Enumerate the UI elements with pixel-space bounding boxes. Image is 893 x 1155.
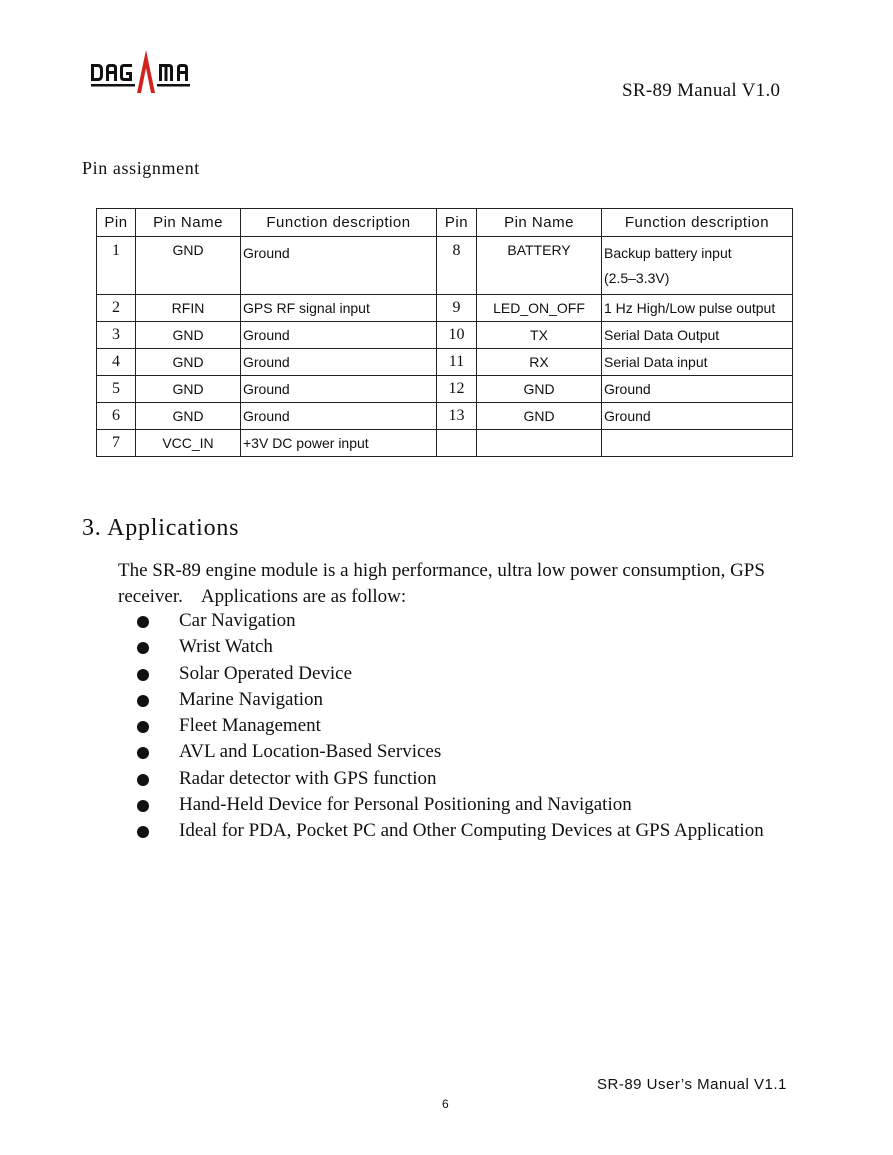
header-pin: Pin (437, 209, 477, 237)
header-function-description: Function description (602, 209, 793, 237)
pin-number: 9 (437, 295, 477, 322)
function-description: 1 Hz High/Low pulse output (602, 295, 793, 322)
pin-assignment-table (96, 208, 793, 457)
bullet-icon (137, 721, 149, 733)
applications-intro-text: The SR-89 engine module is a high performance, ultra low power consumption, GPS receiver. (118, 560, 765, 607)
footer-manual-title: SR-89 User’s Manual V1.1 (597, 1076, 787, 1093)
bullet-icon (137, 616, 149, 628)
function-description: Serial Data input (602, 349, 793, 376)
pin-name: GND (136, 376, 241, 403)
function-description: +3V DC power input (241, 430, 437, 457)
function-description: Ground (241, 237, 437, 295)
pin-number: 11 (437, 349, 477, 376)
bullet-icon (137, 774, 149, 786)
pin-number: 10 (437, 322, 477, 349)
list-item-text: Fleet Management (179, 715, 321, 737)
header-pin-name: Pin Name (136, 209, 241, 237)
pin-number: 1 (97, 237, 136, 295)
function-description: Ground (241, 322, 437, 349)
table-row (97, 237, 793, 295)
bullet-icon (137, 747, 149, 759)
pin-name: TX (477, 322, 602, 349)
pin-number: 8 (437, 237, 477, 295)
pin-name (477, 430, 602, 457)
table-header-row (97, 209, 793, 237)
pin-name: GND (136, 403, 241, 430)
list-item-text: Wrist Watch (179, 636, 273, 658)
applications-heading: 3. Applications (82, 515, 240, 541)
section-label: Pin assignment (82, 158, 200, 178)
pin-name: GND (136, 237, 241, 295)
list-item-text: Car Navigation (179, 610, 296, 631)
list-item-text: AVL and Location-Based Services (179, 741, 442, 763)
table-row (97, 376, 793, 403)
pin-number: 6 (97, 403, 136, 430)
header-function-description: Function description (241, 209, 437, 237)
header-pin: Pin (97, 209, 136, 237)
table-row (97, 322, 793, 349)
table-row (97, 403, 793, 430)
function-description: Ground (602, 403, 793, 430)
bullet-icon (137, 800, 149, 812)
bullet-icon (137, 642, 149, 654)
pin-number: 12 (437, 376, 477, 403)
pin-name: GND (477, 376, 602, 403)
list-item-text: Ideal for PDA, Pocket PC and Other Computing Devices at GPS Application (179, 820, 764, 842)
pin-number: 3 (97, 322, 136, 349)
function-description: Ground (241, 376, 437, 403)
header-pin-name: Pin Name (477, 209, 602, 237)
svg-text:DAGAMA: DAGAMA (89, 48, 94, 49)
pin-name: RFIN (136, 295, 241, 322)
list-item-text: Marine Navigation (179, 688, 324, 710)
pin-number: 5 (97, 376, 136, 403)
pin-number (437, 430, 477, 457)
pin-number: 13 (437, 403, 477, 430)
function-description: GPS RF signal input (241, 295, 437, 322)
bullet-icon (137, 669, 149, 681)
applications-intro (118, 558, 808, 610)
function-description: Serial Data Output (602, 322, 793, 349)
function-description-line: Backup battery input (604, 245, 732, 261)
page-number: 6 (442, 1097, 449, 1111)
pin-number: 4 (97, 349, 136, 376)
function-description-line: (2.5–3.3V) (604, 270, 670, 286)
table-row (97, 295, 793, 322)
function-description (602, 430, 793, 457)
dagama-logo (89, 48, 197, 94)
pin-name: VCC_IN (136, 430, 241, 457)
table-row (97, 430, 793, 457)
pin-name: LED_ON_OFF (477, 295, 602, 322)
pin-name: GND (136, 322, 241, 349)
table-row (97, 349, 793, 376)
function-description (602, 237, 793, 295)
function-description: Ground (241, 403, 437, 430)
pin-number: 7 (97, 430, 136, 457)
bullet-icon (137, 826, 149, 838)
pin-name: RX (477, 349, 602, 376)
list-item-text: Radar detector with GPS function (179, 767, 437, 789)
pin-name: GND (136, 349, 241, 376)
list-item-text: Hand-Held Device for Personal Positioning and Navigation (179, 794, 632, 816)
applications-intro-text: Applications are as follow: (200, 586, 407, 607)
pin-name: BATTERY (477, 237, 602, 295)
pin-number: 2 (97, 295, 136, 322)
function-description: Ground (602, 376, 793, 403)
list-item-text: Solar Operated Device (179, 662, 353, 684)
function-description: Ground (241, 349, 437, 376)
bullet-icon (137, 695, 149, 707)
header-title: SR-89 Manual V1.0 (622, 80, 781, 101)
pin-name: GND (477, 403, 602, 430)
